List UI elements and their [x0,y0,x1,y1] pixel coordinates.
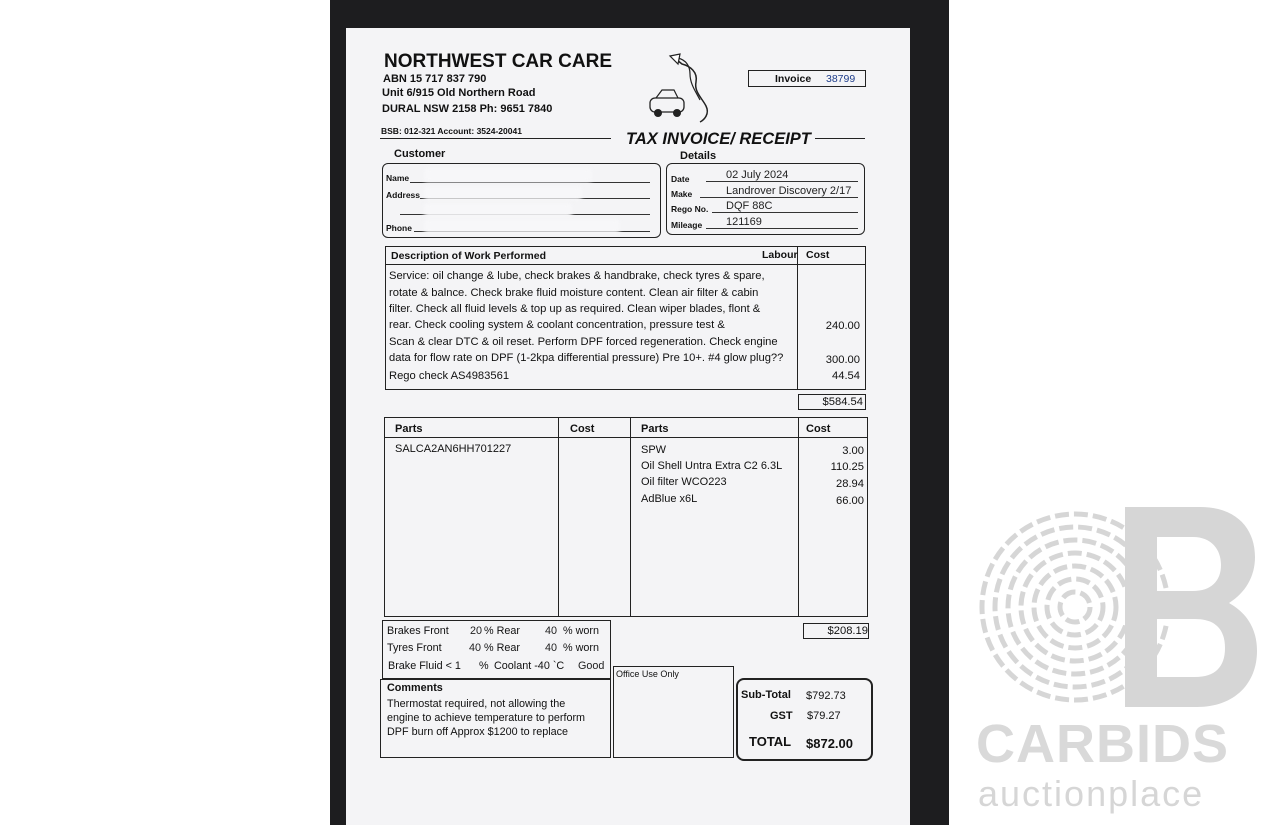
work-header-divider [385,264,866,265]
total-value: $872.00 [806,736,853,751]
details-make-line [700,197,858,198]
details-mileage-value: 121169 [726,216,762,228]
details-rego-value: DQF 88C [726,200,773,212]
work-cost: 300.00 [825,354,860,366]
business-bank: BSB: 012-321 Account: 3524-20041 [381,126,522,136]
work-table [385,246,866,390]
work-header-cost: Cost [806,249,830,261]
redacted-phone [424,219,620,233]
parts-col-divider-2 [630,417,631,617]
parts-right-cost: 3.00 [842,445,864,457]
redacted-address [424,186,582,200]
redacted-name [424,168,592,182]
brakes-front-value: 20 [470,625,483,637]
parts-header-right: Parts [641,423,669,435]
brakes-label: Brakes Front [387,625,449,637]
car-logo-icon [644,52,718,124]
tyres-rear-label: % Rear [484,642,521,654]
total-label: TOTAL [749,734,792,749]
details-rego-label: Rego No. [671,204,709,214]
parts-right-cost: 28.94 [836,478,864,490]
work-line: Rego check AS4983561 [389,370,510,382]
work-header-labour: Labour [762,249,798,261]
details-make-value: Landrover Discovery 2/17 [726,185,852,197]
comments-heading: Comments [387,682,443,694]
comment-line: DPF burn off Approx $1200 to replace [387,726,569,738]
work-line: Scan & clear DTC & oil reset. Perform DPF forced regeneration. Check engine [389,336,778,348]
work-total: $584.54 [822,396,863,408]
subtotal-label: Sub-Total [741,689,791,701]
customer-name-line [410,182,650,183]
business-address: Unit 6/915 Old Northern Road [382,87,536,99]
customer-address-label: Address [386,190,421,200]
parts-right-item: Oil Shell Untra Extra C2 6.3L [641,460,783,472]
tyres-front-value: 40 [469,642,482,654]
parts-col-divider-1 [558,417,559,617]
office-use-label: Office Use Only [616,669,679,679]
work-line: rotate & balnce. Check brake fluid moisture content. Clean air filter & cabin [389,287,759,299]
parts-col-divider-3 [798,417,799,617]
brakes-rear-value: 40 [545,625,558,637]
business-abn: ABN 15 717 837 790 [383,73,487,85]
document-title: TAX INVOICE/ RECEIPT [626,130,811,148]
tyres-rear-value: 40 [545,642,558,654]
parts-left-item: SALCA2AN6HH701227 [395,443,512,455]
business-city-phone: DURAL NSW 2158 Ph: 9651 7840 [382,103,553,115]
work-cost: 240.00 [825,320,860,332]
redacted-address-2 [424,203,572,217]
details-make-label: Make [671,189,693,199]
title-underline [815,138,865,139]
parts-right-cost: 110.25 [830,461,864,473]
parts-right-cost: 66.00 [836,495,864,507]
customer-heading: Customer [394,148,446,160]
invoice-label: Invoice [775,73,812,85]
watermark-tagline: auctionplace [978,773,1205,814]
details-date-line [706,181,858,182]
brakes-rear-label: % Rear [484,625,521,637]
work-line: data for flow rate on DPF (1-2kpa differential pressure) Pre 10+. #4 glow plug?? [389,352,784,364]
office-use-box [613,666,734,758]
carbids-logo-icon [975,505,1260,710]
work-cost-divider [797,246,798,390]
details-rego-line [712,212,858,213]
comment-line: engine to achieve temperature to perform [387,712,586,724]
watermark-brand: CARBIDS [976,714,1230,774]
bank-underline [380,138,611,139]
details-date-value: 02 July 2024 [726,169,789,181]
details-date-label: Date [671,174,690,184]
work-line: rear. Check cooling system & coolant concentration, pressure test & [389,319,725,331]
parts-header-right-cost: Cost [806,423,831,435]
parts-right-item: Oil filter WCO223 [641,476,727,488]
work-cost: 44.54 [832,370,860,382]
business-name: NORTHWEST CAR CARE [384,51,612,72]
parts-header-left-cost: Cost [570,423,595,435]
invoice-number: 38799 [826,73,856,85]
coolant-status: Good [578,660,605,672]
brake-fluid-pct: % [479,660,489,672]
details-mileage-line [706,228,858,229]
tyres-label: Tyres Front [387,642,442,654]
brakes-unit: % worn [563,625,600,637]
parts-right-item: AdBlue x6L [641,493,698,505]
customer-phone-label: Phone [386,223,412,233]
subtotal-value: $792.73 [806,690,846,702]
gst-label: GST [770,710,793,722]
tyres-unit: % worn [563,642,600,654]
parts-header-divider [384,437,868,438]
gst-value: $79.27 [807,710,841,722]
details-mileage-label: Mileage [671,220,703,230]
details-heading: Details [680,150,717,162]
parts-total: $208.19 [827,625,868,637]
work-line: filter. Check all fluid levels & top up as required. Clean wiper blades, flont & [389,303,761,315]
work-header-description: Description of Work Performed [391,250,546,262]
brake-fluid-label: Brake Fluid < 1 [388,660,461,672]
parts-header-left: Parts [395,423,423,435]
coolant-label: Coolant -40 `C [494,660,565,672]
customer-name-label: Name [386,173,410,183]
comment-line: Thermostat required, not allowing the [387,698,566,710]
parts-right-item: SPW [641,444,667,456]
work-line: Service: oil change & lube, check brakes & handbrake, check tyres & spare, [389,270,765,282]
